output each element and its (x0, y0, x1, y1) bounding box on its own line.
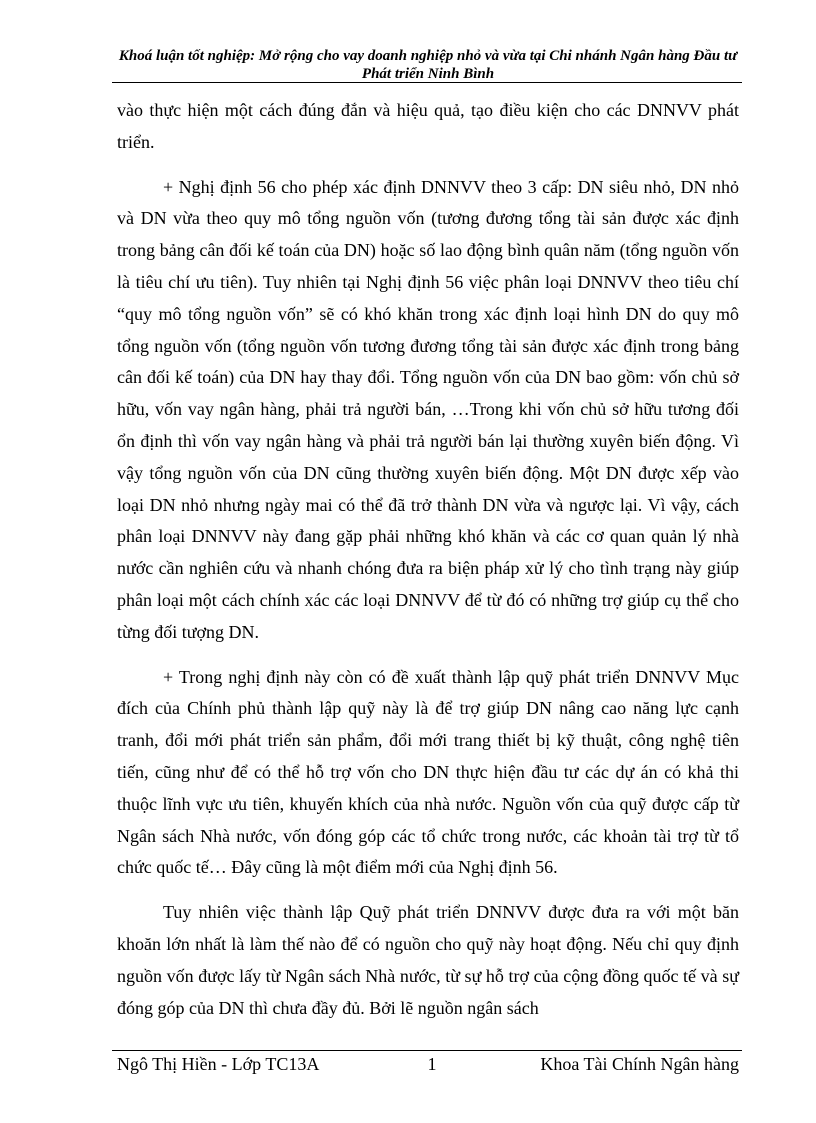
footer-department: Khoa Tài Chính Ngân hàng (540, 1054, 739, 1074)
paragraph-development-fund: + Trong nghị định này còn có đề xuất thành lập quỹ phát triển DNNVV Mục đích của Chính phủ thành lập quỹ này là để trợ giúp DN nâng cao năng lực cạnh tranh, đổi mới phát triển sản phẩm, đổi mới trang thiết bị kỹ thuật, công nghệ tiên tiến, cũng như để có thể hỗ trợ vốn cho DN thực hiện đầu tư các dự án có khả thi thuộc lĩnh vực ưu tiên, khuyến khích của nhà nước. Nguồn vốn của quỹ được cấp từ Ngân sách Nhà nước, vốn đóng góp các tổ chức trong nước, các khoản tài trợ từ tổ chức quốc tế… Đây cũng là một điểm mới của Nghị định 56. (117, 666, 739, 878)
body-text (117, 95, 739, 1037)
footer-author: Ngô Thị Hiền - Lớp TC13A (117, 1054, 320, 1074)
paragraph-continuation: vào thực hiện một cách đúng đắn và hiệu quả, tạo điều kiện cho các DNNVV phát triển. (117, 100, 739, 152)
page-number: 1 (427, 1054, 437, 1074)
footer-divider (112, 1050, 742, 1051)
header-divider (112, 82, 742, 83)
page-footer (117, 1054, 739, 1078)
paragraph-decree-56-classification: + Nghị định 56 cho phép xác định DNNVV theo 3 cấp: DN siêu nhỏ, DN nhỏ và DN vừa theo quy mô tổng nguồn vốn (tương đương tổng tài sản được xác định trong bảng cân đối kế toán của DN) hoặc số lao động bình quân năm (tổng nguồn vốn là tiêu chí ưu tiên). Tuy nhiên tại Nghị định 56 việc phân loại DNNVV theo tiêu chí “quy mô tổng nguồn vốn” sẽ có khó khăn trong xác định loại hình DN do quy mô tổng nguồn vốn (tổng nguồn vốn tương đương tổng tài sản được xác định trong bảng cân đối kế toán) của DN hay thay đổi. Tổng nguồn vốn của DN bao gồm: vốn chủ sở hữu, vốn vay ngân hàng, phải trả người bán, …Trong khi vốn chủ sở hữu tương đối ổn định thì vốn vay ngân hàng và phải trả người bán lại thường xuyên biến động. Vì vậy tổng nguồn vốn của DN cũng thường xuyên biến động. Một DN được xếp vào loại DN nhỏ nhưng ngày mai có thể đã trở thành DN vừa và ngược lại. Vì vậy, cách phân loại DNNVV này đang gặp phải những khó khăn và các cơ quan quản lý nhà nước cần nghiên cứu và nhanh chóng đưa ra biện pháp xử lý cho tình trạng này giúp phân loại một cách chính xác các loại DNNVV để từ đó có những trợ giúp cụ thể cho từng đối tượng DN. (117, 176, 739, 642)
page-header-title: Khoá luận tốt nghiệp: Mở rộng cho vay doanh nghiệp nhỏ và vừa tại Chi nhánh Ngân hàng Đầu tư Phát triển Ninh Bình (118, 48, 738, 82)
paragraph-fund-concerns: Tuy nhiên việc thành lập Quỹ phát triển DNNVV được đưa ra với một băn khoăn lớn nhất là làm thế nào để có nguồn cho quỹ này hoạt động. Nếu chỉ quy định nguồn vốn được lấy từ Ngân sách Nhà nước, từ sự hỗ trợ của cộng đồng quốc tế và sự đóng góp của DN thì chưa đầy đủ. Bởi lẽ nguồn ngân sách (117, 902, 739, 1018)
